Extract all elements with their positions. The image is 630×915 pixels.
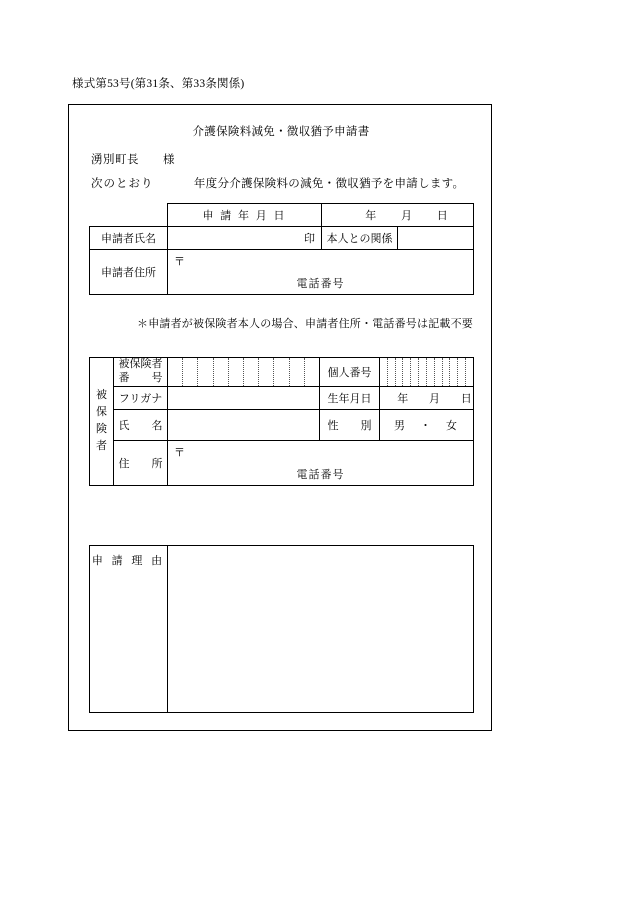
date-year-label: 年 xyxy=(365,210,377,222)
furigana-input[interactable] xyxy=(168,386,320,409)
insured-number-boxes[interactable] xyxy=(168,358,319,386)
digit-box[interactable] xyxy=(274,358,289,386)
table-row xyxy=(90,227,474,250)
spacer-cell xyxy=(90,204,168,227)
table-row xyxy=(90,440,474,485)
digit-box[interactable] xyxy=(183,358,198,386)
digit-box[interactable] xyxy=(450,358,458,386)
digit-box[interactable] xyxy=(419,358,427,386)
digit-box[interactable] xyxy=(388,358,396,386)
intro-right-text: 年度分介護保険料の減免・徴収猶予を申請します。 xyxy=(193,178,465,190)
application-date-label: 申 請 年 月 日 xyxy=(168,204,322,227)
insured-number-label-line2: 番 号 xyxy=(118,371,163,384)
insured-side-label: 被 保 険 者 xyxy=(90,358,114,486)
digit-box[interactable] xyxy=(458,358,466,386)
my-number-input[interactable] xyxy=(380,358,474,387)
digit-box[interactable] xyxy=(305,358,319,386)
digit-box[interactable] xyxy=(411,358,419,386)
digit-box[interactable] xyxy=(380,358,388,386)
applicant-name-label: 申請者氏名 xyxy=(90,227,168,250)
applicant-address-input[interactable] xyxy=(168,250,474,295)
digit-box[interactable] xyxy=(403,358,411,386)
applicant-address-label: 申請者住所 xyxy=(90,250,168,295)
furigana-label: フリガナ xyxy=(114,386,168,409)
insured-table xyxy=(89,357,474,486)
form-outer-border xyxy=(68,104,492,731)
applicant-tel-label: 電話番号 xyxy=(296,278,345,290)
digit-box[interactable] xyxy=(435,358,443,386)
birth-date-input[interactable] xyxy=(380,386,474,409)
insured-number-label xyxy=(114,358,168,387)
table-row xyxy=(90,250,474,295)
birth-month-label: 月 xyxy=(429,392,440,405)
birth-day-label: 日 xyxy=(460,392,472,405)
birth-year-label: 年 xyxy=(397,392,409,405)
relation-label: 本人との関係 xyxy=(322,227,398,250)
digit-box[interactable] xyxy=(168,358,183,386)
seal-label: 印 xyxy=(304,233,315,245)
postal-mark-icon: 〒 xyxy=(174,446,185,459)
relation-input[interactable] xyxy=(398,227,474,250)
reason-label: 申 請 理 由 xyxy=(90,546,168,713)
table-row xyxy=(90,386,474,409)
insured-number-input[interactable] xyxy=(168,358,320,387)
table-row xyxy=(90,358,474,387)
digit-box[interactable] xyxy=(244,358,259,386)
my-number-boxes[interactable] xyxy=(380,358,473,386)
gender-options[interactable]: 男 ・ 女 xyxy=(380,409,474,440)
form-number: 様式第53号(第31条、第33条関係) xyxy=(72,78,245,90)
insured-address-input[interactable] xyxy=(168,440,474,485)
my-number-label: 個人番号 xyxy=(320,358,380,387)
table-row xyxy=(90,204,474,227)
insured-name-input[interactable] xyxy=(168,409,320,440)
application-date-fields[interactable] xyxy=(322,204,474,227)
intro-left-text: 次のとおり xyxy=(91,178,154,190)
table-row xyxy=(90,409,474,440)
applicant-note: ＊申請者が被保険者本人の場合、申請者住所・電話番号は記載不要 xyxy=(137,318,473,330)
digit-box[interactable] xyxy=(466,358,473,386)
date-day-label: 日 xyxy=(436,210,448,222)
date-month-label: 月 xyxy=(401,210,412,222)
page-title: 介護保険料減免・徴収猶予申請書 xyxy=(192,126,370,138)
insured-tel-label: 電話番号 xyxy=(296,468,345,481)
applicant-table xyxy=(89,203,474,295)
table-row xyxy=(90,546,474,713)
postal-mark-icon: 〒 xyxy=(174,256,185,268)
digit-box[interactable] xyxy=(396,358,404,386)
insured-number-label-line1: 被保険者 xyxy=(118,358,163,370)
reason-input[interactable] xyxy=(168,546,474,713)
digit-box[interactable] xyxy=(214,358,229,386)
digit-box[interactable] xyxy=(229,358,244,386)
digit-box[interactable] xyxy=(427,358,435,386)
intro-line xyxy=(91,175,481,191)
digit-box[interactable] xyxy=(259,358,274,386)
digit-box[interactable] xyxy=(443,358,451,386)
birth-date-label: 生年月日 xyxy=(320,386,380,409)
digit-box[interactable] xyxy=(198,358,213,386)
addressee: 湧別町長 様 xyxy=(91,154,175,166)
digit-box[interactable] xyxy=(290,358,305,386)
applicant-name-input[interactable] xyxy=(168,227,322,250)
insured-name-label: 氏 名 xyxy=(114,409,168,440)
reason-table xyxy=(89,545,474,713)
gender-label: 性 別 xyxy=(320,409,380,440)
insured-address-label: 住 所 xyxy=(114,440,168,485)
